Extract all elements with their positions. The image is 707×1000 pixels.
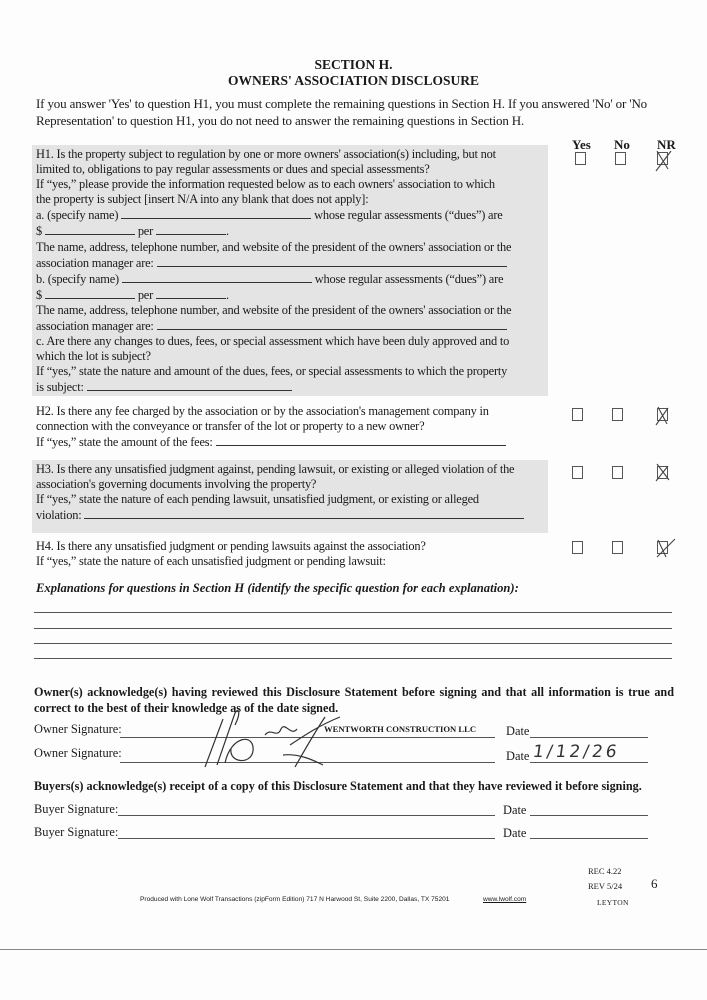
explanation-line-3[interactable]: [34, 643, 672, 644]
page-bottom-rule: [0, 949, 707, 950]
h3-violation-row: violation:: [36, 507, 548, 523]
h3-line-3: If “yes,” state the nature of each pending lawsuit, unsatisfied judgment, or existing or alleged: [36, 492, 479, 507]
owner-signature-1-label: Owner Signature:: [34, 722, 122, 736]
h3-yes-checkbox[interactable]: [572, 466, 583, 479]
h1-a-period-field[interactable]: [156, 223, 226, 235]
page-title: OWNERS' ASSOCIATION DISCLOSURE: [227, 73, 480, 88]
h2-no-checkbox[interactable]: [612, 408, 623, 421]
owner-date-2-field[interactable]: [530, 762, 648, 763]
h1-b-amount-field[interactable]: [45, 287, 135, 299]
h1-a-president-line-1: The name, address, telephone number, and website of the president of the owners' association or the: [36, 239, 512, 254]
explanation-line-4[interactable]: [34, 658, 672, 659]
h2-line-2: connection with the conveyance or transfer of the lot or property to a new owner?: [36, 419, 425, 434]
explanation-line-1[interactable]: [34, 612, 672, 613]
h2-yes-checkbox[interactable]: [572, 408, 583, 421]
section-heading: SECTION H.: [314, 57, 393, 72]
h1-a-president-field[interactable]: [157, 255, 507, 267]
owner-date-1-field[interactable]: [530, 737, 648, 738]
column-yes: Yes: [572, 137, 591, 152]
buyer-date-2-field[interactable]: [530, 838, 648, 839]
h1-b-name-field[interactable]: [122, 271, 312, 283]
buyer-signature-1-label: Buyer Signature:: [34, 802, 119, 816]
h1-line-3: If “yes,” please provide the information requested below as to each owners' association to which: [36, 177, 495, 192]
buyer-date-2-label: Date: [503, 826, 527, 840]
h4-line-1: H4. Is there any unsatisfied judgment or pending lawsuits against the association?: [36, 539, 426, 553]
h4-no-checkbox[interactable]: [612, 541, 623, 554]
h1-a-name-field[interactable]: [121, 207, 311, 219]
explanation-line-2[interactable]: [34, 628, 672, 629]
h3-nr-checkbox[interactable]: [657, 466, 668, 479]
explanations-label: Explanations for questions in Section H (identify the specific question for each explanation):: [36, 581, 519, 595]
owner-date-2-value: 1/12/26: [531, 742, 621, 762]
column-nr: NR: [657, 137, 676, 152]
lwolf-link[interactable]: www.lwolf.com: [483, 896, 527, 903]
h1-b-period-field[interactable]: [156, 287, 226, 299]
h1-b-president-field[interactable]: [157, 318, 507, 330]
h1-c-field[interactable]: [87, 379, 292, 391]
x-mark-icon: [655, 149, 675, 171]
rev-code: REV 5/24: [588, 881, 623, 891]
question-h4: [32, 539, 548, 569]
buyer-signature-2-label: Buyer Signature:: [34, 825, 119, 839]
x-mark-icon: [655, 463, 675, 485]
x-mark-icon: [655, 538, 677, 560]
h1-nr-checkbox[interactable]: [657, 152, 668, 165]
h1-line-4: the property is subject [insert N/A into any blank that does not apply]:: [36, 192, 369, 207]
h1-b-president-line-1: The name, address, telephone number, and website of the president of the owners' association or the: [36, 302, 512, 317]
h2-line-1: H2. Is there any fee charged by the association or by the association's management company in: [36, 404, 489, 418]
owners-ack-line-1: Owner(s) acknowledge(s) having reviewed this Disclosure Statement before signing and that all information is true and: [34, 685, 674, 699]
footer-name: LEYTON: [597, 898, 629, 907]
buyer-signature-2-field[interactable]: [118, 838, 495, 839]
h1-line-1: H1. Is the property subject to regulation by one or more owners' association(s) including, but not: [36, 147, 496, 161]
x-mark-icon: [655, 405, 675, 427]
h3-line-2: association's governing documents involving the property?: [36, 477, 317, 492]
owner-date-1-label: Date: [506, 724, 530, 738]
owner-company-name: WENTWORTH CONSTRUCTION LLC: [324, 724, 477, 734]
h1-c-line-1: c. Are there any changes to dues, fees, or special assessment which have been duly approved and to: [36, 334, 510, 349]
h3-line-1: H3. Is there any unsatisfied judgment against, pending lawsuit, or existing or alleged violation of the: [36, 462, 515, 476]
handwritten-signature: [195, 705, 355, 775]
h4-yes-checkbox[interactable]: [572, 541, 583, 554]
h2-fee-row: If “yes,” state the amount of the fees:: [36, 434, 548, 450]
column-no: No: [614, 137, 630, 152]
h1-b-president-row: association manager are:: [36, 318, 548, 334]
h1-c-line-2: which the lot is subject?: [36, 349, 151, 364]
h3-no-checkbox[interactable]: [612, 466, 623, 479]
h1-no-checkbox[interactable]: [615, 152, 626, 165]
question-h2: [32, 404, 548, 450]
buyer-date-1-field[interactable]: [530, 815, 648, 816]
owner-date-2-label: Date: [506, 749, 530, 763]
h3-violation-field[interactable]: [84, 507, 524, 519]
h1-c-row: is subject:: [36, 379, 548, 395]
h1-c-line-3: If “yes,” state the nature and amount of the dues, fees, or special assessments to which the property: [36, 364, 508, 379]
h1-a-row: a. (specify name) whose regular assessments (“dues”) are: [36, 208, 503, 223]
h1-b-row: b. (specify name) whose regular assessments (“dues”) are: [36, 271, 504, 286]
buyer-signature-1-field[interactable]: [118, 815, 495, 816]
h2-nr-checkbox[interactable]: [657, 408, 668, 421]
h1-a-amount-field[interactable]: [45, 223, 135, 235]
h1-a-president-row: association manager are:: [36, 255, 548, 271]
h4-line-2: If “yes,” state the nature of each unsatisfied judgment or pending lawsuit:: [36, 554, 386, 569]
h1-b-dues-row: $ per .: [36, 287, 229, 302]
h2-fee-field[interactable]: [216, 434, 506, 446]
owners-ack-line-2: correct to the best of their knowledge as of the date signed.: [34, 701, 339, 715]
page-number: 6: [651, 876, 658, 891]
buyers-ack: Buyers(s) acknowledge(s) receipt of a copy of this Disclosure Statement and that they have reviewed it before signing.: [34, 779, 642, 793]
intro-line-2: Representation' to question H1, you do not need to answer the remaining questions in Section H.: [36, 113, 525, 128]
question-h3: [32, 462, 548, 523]
h1-a-dues-row: $ per .: [36, 224, 229, 239]
h1-line-2: limited to, obligations to pay regular assessments or dues and special assessments?: [36, 162, 430, 177]
produced-with-text: Produced with Lone Wolf Transactions (zipForm Edition) 717 N Harwood St, Suite 2200, Dallas, TX 75201: [140, 896, 450, 903]
buyer-date-1-label: Date: [503, 803, 527, 817]
rec-code: REC 4.22: [588, 866, 622, 876]
h4-nr-checkbox[interactable]: [657, 541, 668, 554]
intro-line-1: If you answer 'Yes' to question H1, you must complete the remaining questions in Section H. If you answered 'No' or 'No: [36, 96, 648, 111]
question-h1: [32, 147, 548, 396]
owner-signature-2-label: Owner Signature:: [34, 746, 122, 760]
h1-yes-checkbox[interactable]: [575, 152, 586, 165]
